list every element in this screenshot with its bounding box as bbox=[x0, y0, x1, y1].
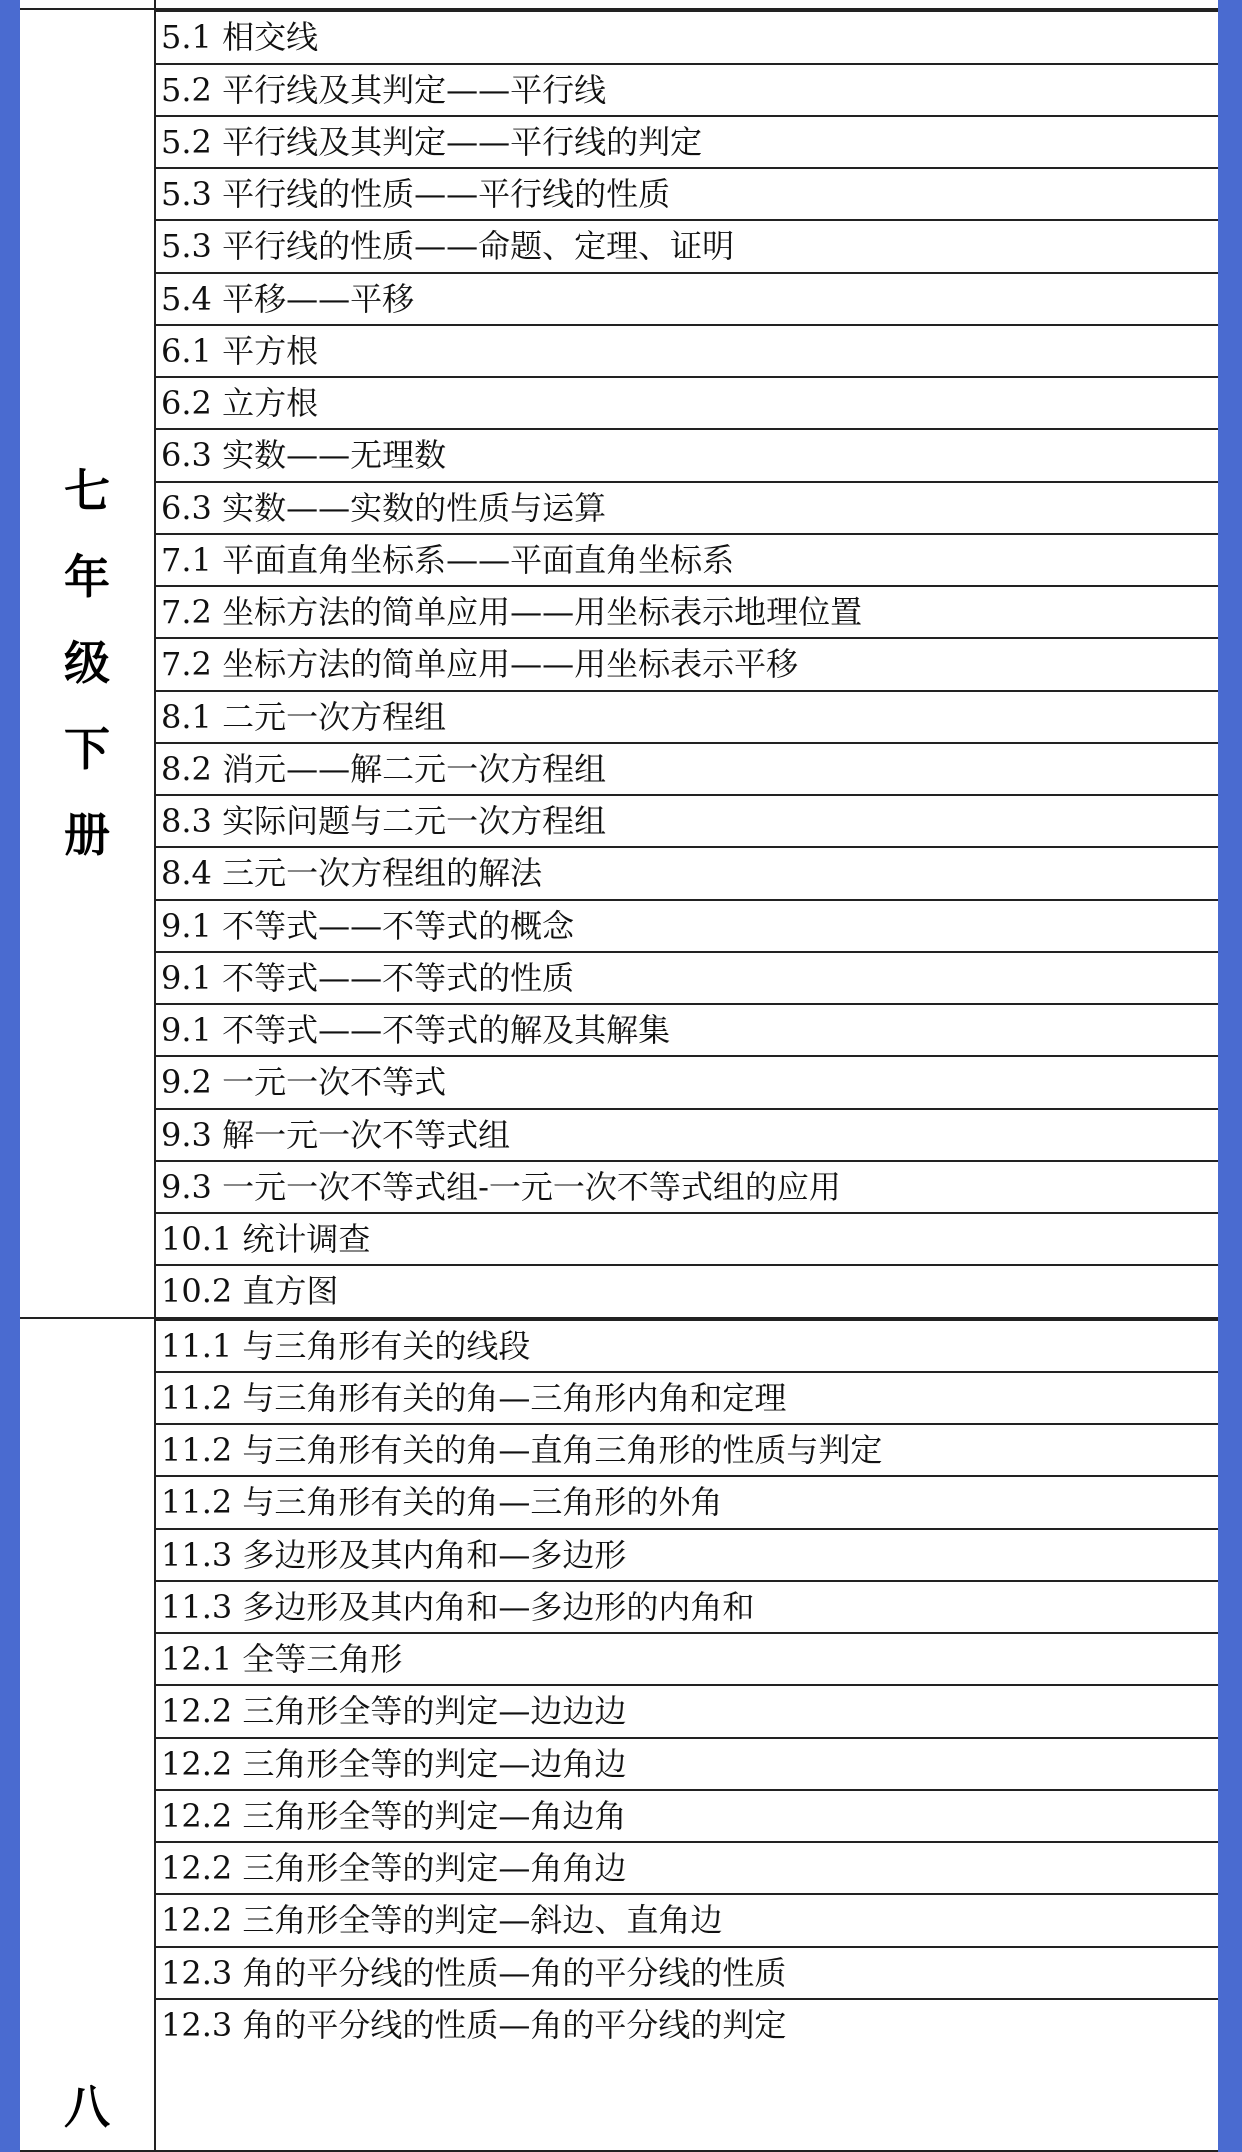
lesson-row: 12.2 三角形全等的判定—边边边 bbox=[156, 1684, 1218, 1736]
lesson-row: 7.1 平面直角坐标系——平面直角坐标系 bbox=[156, 533, 1218, 585]
lesson-row: 12.3 角的平分线的性质—角的平分线的性质 bbox=[156, 1946, 1218, 1998]
lesson-row: 5.1 相交线 bbox=[156, 10, 1218, 62]
lesson-row: 8.1 二元一次方程组 bbox=[156, 690, 1218, 742]
grade-chars bbox=[64, 2064, 110, 2150]
grade-char: 七 bbox=[64, 464, 110, 519]
lesson-row: 11.2 与三角形有关的角—三角形内角和定理 bbox=[156, 1371, 1218, 1423]
lesson-row: 7.2 坐标方法的简单应用——用坐标表示地理位置 bbox=[156, 585, 1218, 637]
section-grade8-vol1 bbox=[20, 1319, 1218, 2152]
grade-label-previous bbox=[20, 0, 156, 8]
lesson-row: 6.2 立方根 bbox=[156, 376, 1218, 428]
lesson-row: 9.3 一元一次不等式组-一元一次不等式组的应用 bbox=[156, 1160, 1218, 1212]
lesson-row: 8.3 实际问题与二元一次方程组 bbox=[156, 794, 1218, 846]
lesson-row: 11.2 与三角形有关的角—三角形的外角 bbox=[156, 1475, 1218, 1527]
lesson-row: 8.2 消元——解二元一次方程组 bbox=[156, 742, 1218, 794]
lesson-row: 9.3 解一元一次不等式组 bbox=[156, 1108, 1218, 1160]
lesson-row: 6.3 实数——无理数 bbox=[156, 428, 1218, 480]
grade-char: 册 bbox=[64, 808, 110, 863]
lesson-list-grade8-vol1 bbox=[156, 1319, 1218, 2150]
grade-char: 八 bbox=[64, 2079, 110, 2134]
lesson-list-grade7-vol2 bbox=[156, 10, 1218, 1316]
lesson-row: 12.2 三角形全等的判定—角边角 bbox=[156, 1789, 1218, 1841]
section-previous bbox=[20, 0, 1218, 10]
grade-char: 下 bbox=[64, 722, 110, 777]
lesson-row: 9.2 一元一次不等式 bbox=[156, 1055, 1218, 1107]
lesson-row: 5.3 平行线的性质——平行线的性质 bbox=[156, 167, 1218, 219]
lesson-row: 6.3 实数——实数的性质与运算 bbox=[156, 481, 1218, 533]
lesson-row: 9.1 不等式——不等式的性质 bbox=[156, 951, 1218, 1003]
lesson-list-previous bbox=[156, 0, 1218, 8]
lesson-row: 7.2 坐标方法的简单应用——用坐标表示平移 bbox=[156, 637, 1218, 689]
lesson-row: 11.1 与三角形有关的线段 bbox=[156, 1319, 1218, 1371]
lesson-row: 9.1 不等式——不等式的解及其解集 bbox=[156, 1003, 1218, 1055]
lesson-row: 5.3 平行线的性质——命题、定理、证明 bbox=[156, 219, 1218, 271]
curriculum-table bbox=[20, 0, 1218, 2152]
lesson-row: 11.2 与三角形有关的角—直角三角形的性质与判定 bbox=[156, 1423, 1218, 1475]
section-grade7-vol2 bbox=[20, 10, 1218, 1318]
grade-label-grade7-vol2 bbox=[20, 10, 156, 1316]
lesson-row: 10.2 直方图 bbox=[156, 1264, 1218, 1316]
lesson-row: 12.3 角的平分线的性质—角的平分线的判定 bbox=[156, 1998, 1218, 2050]
lesson-row: 8.4 三元一次方程组的解法 bbox=[156, 846, 1218, 898]
lesson-row: 5.2 平行线及其判定——平行线的判定 bbox=[156, 115, 1218, 167]
lesson-row bbox=[156, 0, 1218, 8]
lesson-row: 11.3 多边形及其内角和—多边形的内角和 bbox=[156, 1580, 1218, 1632]
lesson-row: 9.1 不等式——不等式的概念 bbox=[156, 899, 1218, 951]
lesson-row: 5.4 平移——平移 bbox=[156, 272, 1218, 324]
grade-char: 年 bbox=[64, 550, 110, 605]
grade-label-grade8-vol1 bbox=[20, 1319, 156, 2150]
grade-char: 级 bbox=[64, 636, 110, 691]
lesson-row: 10.1 统计调查 bbox=[156, 1212, 1218, 1264]
lesson-row: 12.2 三角形全等的判定—角角边 bbox=[156, 1841, 1218, 1893]
lesson-row: 5.2 平行线及其判定——平行线 bbox=[156, 63, 1218, 115]
lesson-row: 11.3 多边形及其内角和—多边形 bbox=[156, 1528, 1218, 1580]
lesson-row: 12.1 全等三角形 bbox=[156, 1632, 1218, 1684]
lesson-row: 12.2 三角形全等的判定—斜边、直角边 bbox=[156, 1893, 1218, 1945]
lesson-row: 12.2 三角形全等的判定—边角边 bbox=[156, 1737, 1218, 1789]
lesson-row: 6.1 平方根 bbox=[156, 324, 1218, 376]
